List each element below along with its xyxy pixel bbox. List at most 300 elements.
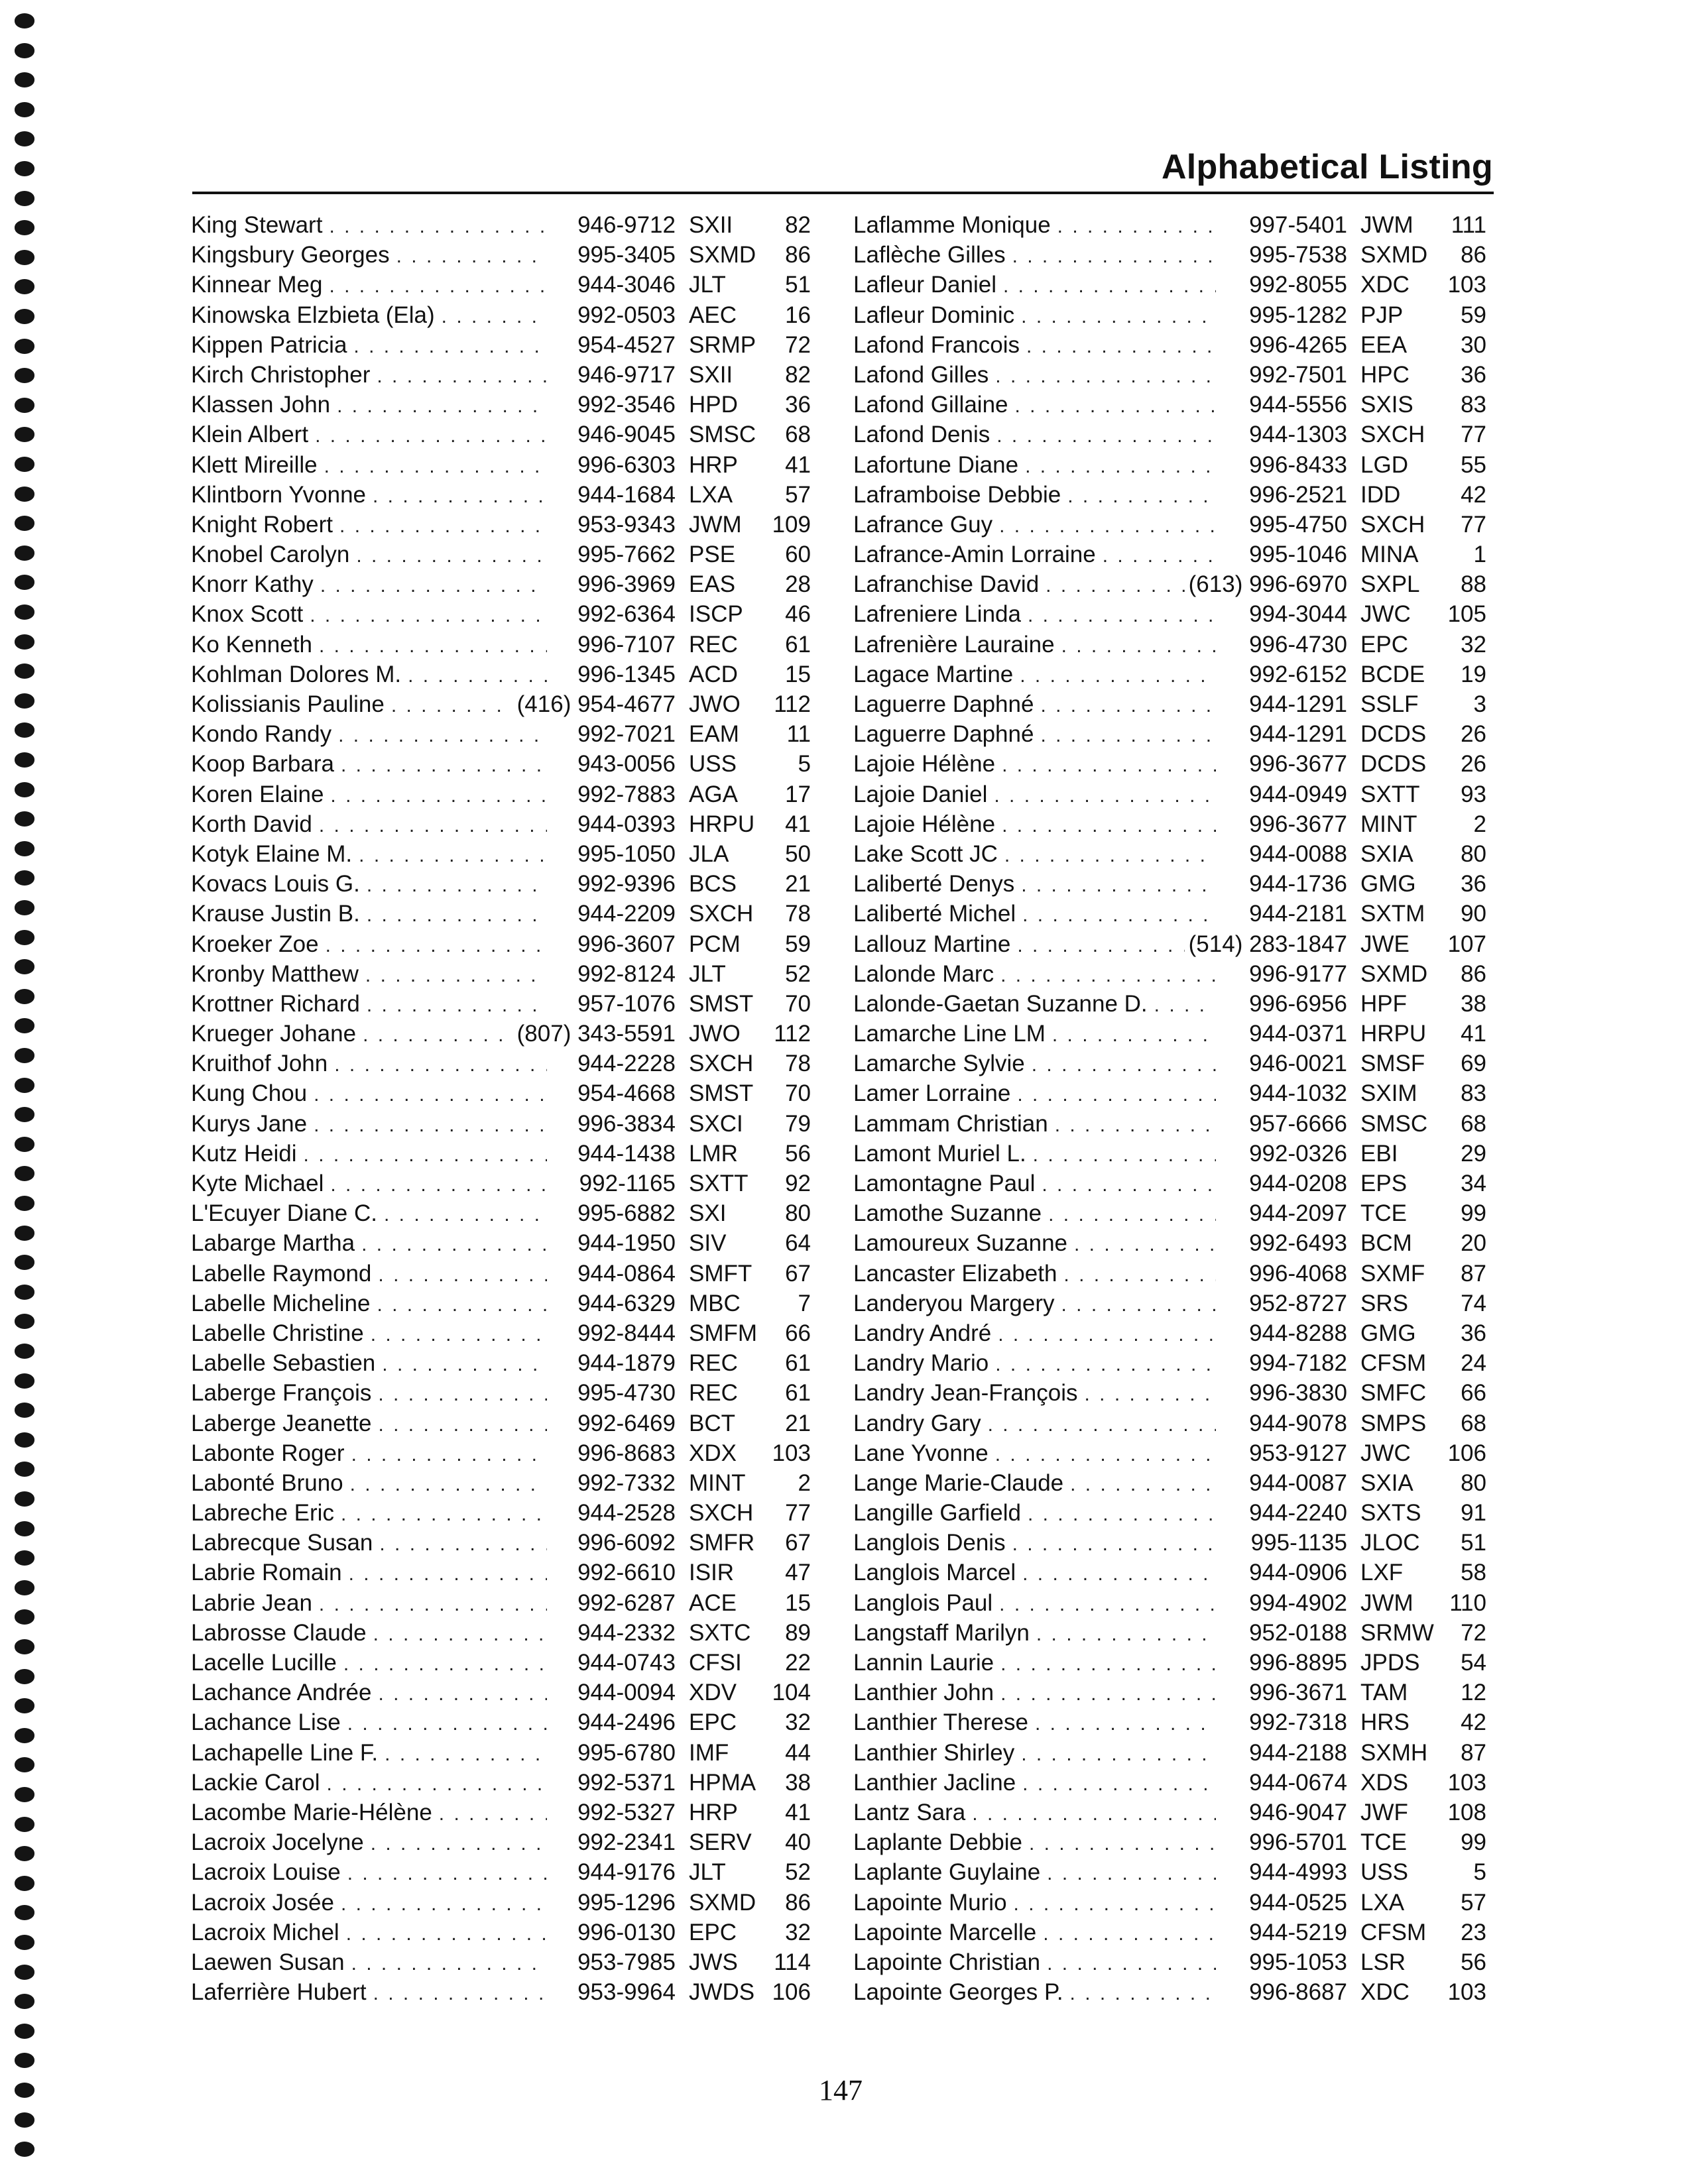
entry-code: TCE	[1360, 1829, 1407, 1856]
entry-page: 11	[786, 721, 811, 748]
listing-row	[191, 660, 811, 689]
binding-hole	[15, 811, 34, 827]
entry-code: SMSC	[689, 422, 756, 448]
dot-leader	[367, 870, 547, 900]
binding-hole	[15, 1876, 34, 1891]
dot-leader	[1047, 1859, 1216, 1888]
dot-leader	[1046, 571, 1185, 601]
listing-row	[191, 929, 811, 959]
listing-row	[191, 450, 811, 480]
dot-leader	[379, 1529, 547, 1559]
entry-code: XDS	[1360, 1769, 1408, 1796]
entry-name: Labrie Jean	[191, 1589, 312, 1616]
dot-leader	[353, 331, 547, 361]
dot-leader	[1022, 1559, 1216, 1589]
entry-name: Lafranchise David	[853, 571, 1040, 598]
entry-code: USS	[1360, 1859, 1408, 1886]
binding-hole	[15, 2024, 34, 2039]
dot-leader	[1004, 840, 1216, 870]
entry-phone: 992-7501	[1249, 361, 1347, 388]
entry-name: Lamothe Suzanne	[853, 1200, 1042, 1227]
listing-row	[191, 1827, 811, 1857]
entry-page: 36	[1461, 361, 1486, 388]
entry-page: 67	[785, 1260, 811, 1287]
listing-row	[853, 1198, 1486, 1228]
dot-leader	[1012, 1529, 1216, 1559]
listing-row	[853, 1528, 1486, 1558]
dot-leader	[1032, 1050, 1216, 1080]
entry-code: ISCP	[689, 601, 743, 628]
entry-page: 41	[785, 1799, 811, 1825]
entry-code: SXIA	[1360, 1469, 1413, 1496]
binding-hole	[15, 1994, 34, 2009]
entry-phone: 992-0326	[1249, 1140, 1347, 1167]
entry-page: 2	[798, 1469, 811, 1496]
entry-phone: 953-9964	[577, 1979, 676, 2006]
dot-leader	[1003, 271, 1216, 301]
entry-code: GMG	[1360, 871, 1416, 897]
entry-code: SXTS	[1360, 1500, 1421, 1526]
listing-row	[853, 599, 1486, 629]
entry-name: Langlois Paul	[853, 1589, 993, 1616]
entry-page: 57	[1461, 1889, 1486, 1916]
dot-leader	[319, 811, 547, 840]
entry-code: EAS	[689, 571, 736, 598]
entry-phone: 944-2188	[1249, 1739, 1347, 1766]
listing-row	[191, 510, 811, 540]
entry-page: 90	[1461, 901, 1486, 927]
entry-page: 32	[1461, 631, 1486, 658]
dot-leader	[1012, 241, 1216, 271]
entry-code: SXMF	[1360, 1260, 1425, 1287]
entry-phone: 944-2528	[577, 1500, 676, 1526]
listing-row	[191, 1198, 811, 1228]
entry-page: 61	[785, 1350, 811, 1377]
entry-name: Labonté Bruno	[191, 1469, 343, 1496]
entry-name: Lacelle Lucille	[191, 1650, 337, 1676]
listing-row	[853, 1259, 1486, 1289]
listing-row	[191, 1947, 811, 1977]
dot-leader	[1103, 541, 1216, 571]
entry-name: Laewen Susan	[191, 1949, 345, 1975]
entry-phone: 992-3546	[577, 392, 676, 418]
entry-code: SXCI	[689, 1110, 743, 1137]
listing-row	[853, 1169, 1486, 1198]
entry-name: Lafrenière Lauraine	[853, 631, 1055, 658]
listing-row	[853, 660, 1486, 689]
listing-row	[853, 1857, 1486, 1887]
entry-code: HPC	[1360, 361, 1410, 388]
entry-code: SMFT	[689, 1260, 752, 1287]
entry-code: EAM	[689, 721, 739, 748]
entry-page: 36	[785, 392, 811, 418]
entry-code: AGA	[689, 781, 738, 807]
dot-leader	[314, 1080, 547, 1110]
dot-leader	[338, 720, 547, 750]
entry-name: L'Ecuyer Diane C.	[191, 1200, 377, 1227]
entry-code: HRPU	[1360, 1021, 1427, 1047]
entry-name: Lajoie Hélène	[853, 751, 996, 777]
entry-page: 112	[774, 1021, 811, 1047]
entry-page: 64	[785, 1230, 811, 1257]
dot-leader	[378, 1679, 547, 1709]
entry-name: Lajoie Hélène	[853, 811, 996, 837]
entry-code: IDD	[1360, 481, 1401, 508]
listing-row	[191, 300, 811, 330]
dot-leader	[341, 1499, 547, 1529]
entry-code: LXA	[1360, 1889, 1405, 1916]
entry-code: XDC	[1360, 272, 1410, 298]
entry-phone: 992-0503	[577, 302, 676, 328]
dot-leader	[343, 1649, 547, 1679]
listing-row	[853, 540, 1486, 569]
binding-hole	[15, 575, 34, 590]
listing-row	[191, 1857, 811, 1887]
binding-hole	[15, 1965, 34, 1980]
entry-page: 2	[1473, 811, 1486, 837]
dot-leader	[384, 1200, 547, 1230]
entry-code: HRP	[689, 451, 738, 478]
listing-row	[853, 1707, 1486, 1737]
entry-phone: 957-6666	[1249, 1110, 1347, 1137]
entry-name: Lafortune Diane	[853, 451, 1019, 478]
entry-page: 104	[772, 1680, 811, 1706]
entry-phone: 946-9047	[1249, 1799, 1347, 1825]
entry-page: 26	[1461, 721, 1486, 748]
listing-row	[853, 1888, 1486, 1918]
dot-leader	[337, 391, 547, 421]
dot-leader	[1014, 1889, 1216, 1919]
dot-leader	[385, 1739, 547, 1769]
binding-hole	[15, 457, 34, 472]
dot-leader	[1022, 1769, 1216, 1799]
entry-page: 56	[785, 1140, 811, 1167]
entry-name: Laguerre Daphné	[853, 721, 1034, 748]
entry-phone: 995-6882	[577, 1200, 676, 1227]
dot-leader	[995, 361, 1216, 391]
binding-hole	[15, 1846, 34, 1861]
listing-row	[191, 360, 811, 390]
entry-page: 58	[1461, 1560, 1486, 1586]
entry-phone: 944-8288	[1249, 1320, 1347, 1346]
entry-page: 26	[1461, 751, 1486, 777]
entry-page: 86	[1461, 960, 1486, 987]
entry-name: Laflèche Gilles	[853, 242, 1006, 268]
entry-code: IMF	[689, 1739, 729, 1766]
dot-leader	[1061, 631, 1216, 661]
entry-code: JLT	[689, 960, 726, 987]
entry-page: 16	[785, 302, 811, 328]
entry-page: 109	[772, 511, 811, 538]
entry-page: 111	[1451, 212, 1486, 238]
entry-phone: 995-4730	[577, 1380, 676, 1407]
entry-code: JPDS	[1360, 1650, 1420, 1676]
binding-hole	[15, 546, 34, 561]
entry-name: Lafond Gilles	[853, 361, 989, 388]
entry-name: Kronby Matthew	[191, 960, 359, 987]
listing-column-left	[191, 210, 811, 2007]
entry-name: Kyte Michael	[191, 1171, 324, 1196]
entry-phone: 992-7021	[577, 721, 676, 748]
entry-name: Knight Robert	[191, 511, 333, 538]
listing-row	[191, 1618, 811, 1648]
binding-hole	[15, 1698, 34, 1713]
entry-phone: 996-8895	[1249, 1650, 1347, 1676]
dot-leader	[1067, 481, 1216, 511]
entry-name: Knobel Carolyn	[191, 542, 350, 568]
entry-phone: 944-1879	[577, 1350, 676, 1377]
entry-phone: 995-1282	[1249, 302, 1347, 328]
dot-leader	[1047, 1949, 1216, 1979]
entry-name: Kirch Christopher	[191, 361, 371, 388]
dot-leader	[1055, 1110, 1216, 1140]
entry-code: JWM	[1360, 1589, 1413, 1616]
entry-name: Laplante Debbie	[853, 1829, 1022, 1856]
dot-leader	[1035, 1709, 1216, 1739]
entry-phone: 992-6364	[577, 601, 676, 628]
entry-page: 7	[798, 1290, 811, 1316]
entry-page: 17	[785, 781, 811, 807]
listing-row	[191, 1468, 811, 1498]
entry-page: 20	[1461, 1230, 1486, 1257]
dot-leader	[350, 1469, 547, 1499]
entry-phone: 996-7107	[577, 631, 676, 658]
entry-code: PSE	[689, 542, 736, 568]
entry-code: CFSM	[1360, 1919, 1427, 1945]
entry-phone: 954-4527	[577, 331, 676, 358]
entry-code: XDC	[1360, 1979, 1410, 2006]
entry-code: SXMH	[1360, 1739, 1428, 1766]
binding-hole	[15, 959, 34, 974]
entry-phone: 992-6287	[577, 1589, 676, 1616]
dot-leader	[310, 601, 547, 630]
listing-row	[191, 1438, 811, 1468]
entry-phone: 996-8433	[1249, 451, 1347, 478]
listing-row	[853, 1827, 1486, 1857]
binding-hole	[15, 43, 34, 58]
entry-code: SSLF	[1360, 691, 1419, 717]
listing-row	[853, 1408, 1486, 1438]
entry-name: Lagace Martine	[853, 661, 1014, 687]
dot-leader	[373, 481, 547, 511]
entry-name: Landeryou Margery	[853, 1290, 1055, 1316]
listing-row	[853, 1109, 1486, 1139]
entry-code: JWM	[689, 511, 742, 538]
entry-name: Lanthier Therese	[853, 1709, 1028, 1736]
entry-page: 42	[1461, 481, 1486, 508]
entry-phone: 944-0088	[1249, 840, 1347, 867]
entry-code: MINA	[1360, 542, 1419, 568]
entry-name: Kroeker Zoe	[191, 931, 319, 957]
binding-hole	[15, 1078, 34, 1093]
entry-page: 30	[1461, 331, 1486, 358]
binding-hole	[15, 1521, 34, 1536]
entry-code: JWC	[1360, 601, 1411, 628]
entry-name: Klein Albert	[191, 422, 309, 448]
listing-row	[191, 569, 811, 599]
entry-page: 61	[785, 631, 811, 658]
entry-page: 60	[785, 542, 811, 568]
binding-hole	[15, 2053, 34, 2068]
entry-code: SXIS	[1360, 392, 1413, 418]
entry-name: Kohlman Dolores M.	[191, 661, 402, 687]
entry-page: 42	[1461, 1709, 1486, 1736]
entry-code: EPC	[689, 1919, 737, 1945]
entry-name: Labrecque Susan	[191, 1530, 373, 1556]
binding-hole	[15, 870, 34, 886]
entry-name: Lamarche Line LM	[853, 1021, 1046, 1047]
entry-phone: 996-8687	[1249, 1979, 1347, 2006]
dot-leader	[377, 361, 547, 391]
listing-column-right	[853, 210, 1486, 2007]
listing-row	[191, 1259, 811, 1289]
entry-phone: 995-3405	[577, 242, 676, 268]
entry-name: Lachance Lise	[191, 1709, 341, 1736]
listing-row	[191, 1109, 811, 1139]
entry-phone: 995-1050	[577, 840, 676, 867]
entry-phone: 995-7662	[577, 542, 676, 568]
listing-row	[191, 1348, 811, 1378]
entry-name: Ko Kenneth	[191, 631, 312, 658]
entry-name: Laplante Guylaine	[853, 1859, 1041, 1886]
entry-page: 66	[785, 1320, 811, 1346]
binding-hole	[15, 1314, 34, 1329]
entry-name: Lancaster Elizabeth	[853, 1260, 1057, 1287]
entry-name: Lajoie Daniel	[853, 781, 988, 807]
entry-phone: 995-7538	[1249, 242, 1347, 268]
listing-row	[191, 480, 811, 510]
entry-phone: 944-1736	[1249, 871, 1347, 897]
entry-name: Labonte Roger	[191, 1440, 345, 1466]
listing-row	[853, 300, 1486, 330]
listing-row	[853, 1648, 1486, 1678]
entry-code: JWS	[689, 1949, 738, 1975]
entry-phone: 952-0188	[1249, 1619, 1347, 1646]
dot-leader	[339, 511, 547, 541]
listing-row	[191, 1678, 811, 1707]
binding-hole	[15, 841, 34, 856]
listing-row	[191, 1798, 811, 1827]
entry-code: JWC	[1360, 1440, 1411, 1466]
entry-phone: 996-3677	[1249, 811, 1347, 837]
dot-leader	[373, 1979, 547, 2008]
entry-code: SXMD	[1360, 242, 1428, 268]
entry-name: Kinnear Meg	[191, 272, 323, 298]
entry-name: Kovacs Louis G.	[191, 871, 360, 897]
entry-page: 77	[1461, 422, 1486, 448]
entry-phone: 996-6303	[577, 451, 676, 478]
listing-row	[191, 1888, 811, 1918]
entry-page: 41	[1461, 1021, 1486, 1047]
entry-code: JLOC	[1360, 1530, 1420, 1556]
listing-row	[191, 689, 811, 719]
entry-name: Lacroix Louise	[191, 1859, 341, 1886]
entry-page: 59	[1461, 302, 1486, 328]
binding-hole	[15, 487, 34, 502]
dot-leader	[378, 1379, 547, 1409]
entry-code: JLA	[689, 840, 729, 867]
binding-hole	[15, 1935, 34, 1950]
dot-leader	[351, 1440, 547, 1469]
entry-code: SXIM	[1360, 1080, 1417, 1107]
listing-row	[191, 959, 811, 989]
dot-leader	[319, 631, 547, 661]
listing-row	[191, 1977, 811, 2007]
entry-page: 70	[785, 1080, 811, 1107]
listing-row	[191, 899, 811, 929]
entry-phone: 996-5701	[1249, 1829, 1347, 1856]
listing-row	[191, 749, 811, 779]
dot-leader	[1020, 661, 1216, 691]
entry-code: JLT	[689, 1859, 726, 1886]
entry-phone: 944-0094	[577, 1680, 676, 1706]
entry-page: 1	[1473, 542, 1486, 568]
listing-row	[853, 1468, 1486, 1498]
binding-hole	[15, 1403, 34, 1418]
listing-row	[191, 270, 811, 300]
entry-phone: 992-7318	[1249, 1709, 1347, 1736]
entry-page: 66	[1461, 1380, 1486, 1407]
entry-name: Laguerre Daphné	[853, 691, 1034, 717]
entry-code: DCDS	[1360, 751, 1427, 777]
entry-name: Lafreniere Linda	[853, 601, 1021, 628]
listing-row	[853, 569, 1486, 599]
entry-code: ACE	[689, 1589, 737, 1616]
dot-leader	[367, 900, 547, 930]
entry-code: BCDE	[1360, 661, 1425, 687]
dot-leader	[363, 1020, 513, 1050]
entry-code: SXCH	[689, 1051, 754, 1077]
entry-name: Labrosse Claude	[191, 1619, 367, 1646]
dot-leader	[1000, 960, 1216, 990]
entry-page: 103	[1447, 1979, 1486, 2006]
binding-hole	[15, 1255, 34, 1270]
entry-phone: 992-7332	[577, 1469, 676, 1496]
listing-row	[853, 1318, 1486, 1348]
entry-page: 103	[772, 1440, 811, 1466]
entry-page: 87	[1461, 1739, 1486, 1766]
entry-page: 79	[785, 1110, 811, 1137]
entry-phone: 992-6493	[1249, 1230, 1347, 1257]
listing-row	[853, 1139, 1486, 1169]
listing-row	[191, 1169, 811, 1198]
entry-page: 29	[1461, 1140, 1486, 1167]
dot-leader	[396, 241, 547, 271]
listing-row	[853, 689, 1486, 719]
dot-leader	[1036, 1619, 1216, 1649]
dot-leader	[998, 1320, 1216, 1350]
entry-phone: 944-0371	[1249, 1021, 1347, 1047]
entry-phone: 944-0208	[1249, 1171, 1347, 1196]
entry-phone: 996-4730	[1249, 631, 1347, 658]
entry-phone: (416) 954-4677	[516, 691, 676, 717]
listing-row	[853, 420, 1486, 449]
listing-row	[853, 1558, 1486, 1587]
listing-row	[853, 839, 1486, 869]
dot-leader	[378, 1260, 547, 1290]
entry-code: SMST	[689, 1080, 754, 1107]
entry-phone: 944-0906	[1249, 1560, 1347, 1586]
entry-phone: 996-3830	[1249, 1380, 1347, 1407]
entry-page: 74	[1461, 1290, 1486, 1316]
binding-hole	[15, 279, 34, 294]
entry-name: Lamoureux Suzanne	[853, 1230, 1067, 1257]
entry-code: SXCH	[1360, 511, 1425, 538]
entry-phone: 944-2332	[577, 1619, 676, 1646]
entry-code: SMFC	[1360, 1380, 1427, 1407]
entry-code: SXMD	[1360, 960, 1428, 987]
listing-row	[191, 1918, 811, 1947]
